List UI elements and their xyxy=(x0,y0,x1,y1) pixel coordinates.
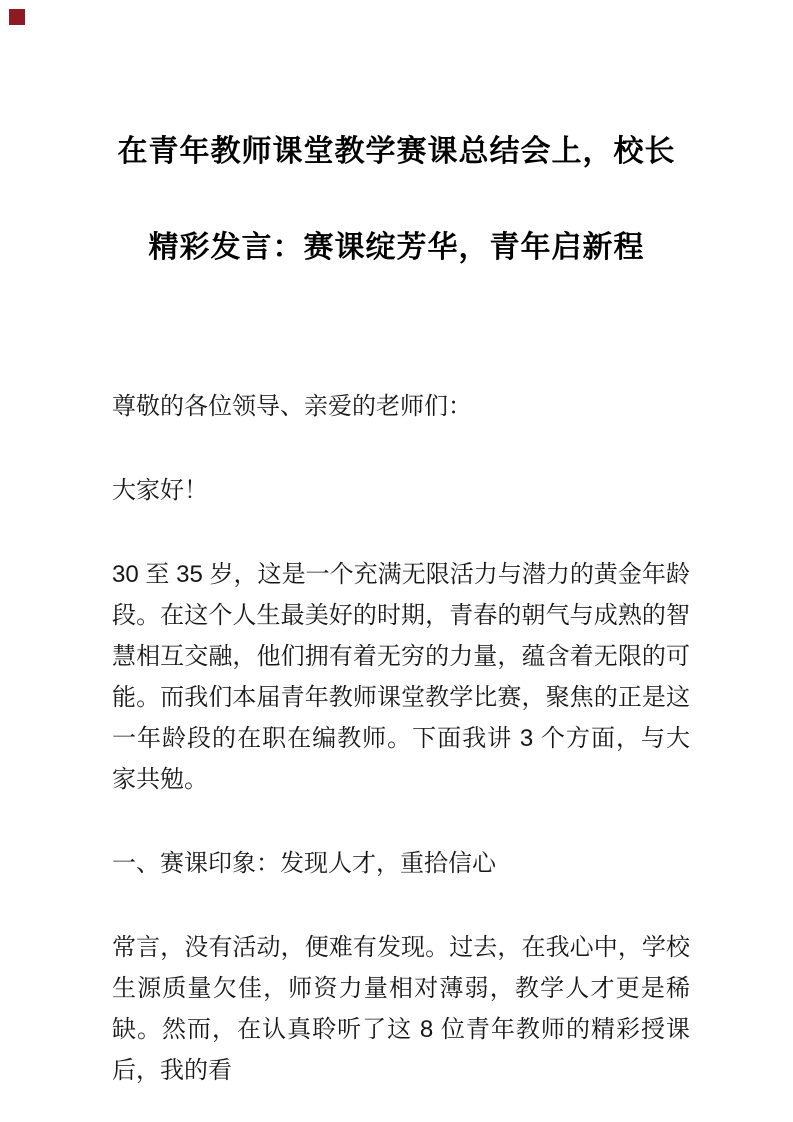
salutation-paragraph: 尊敬的各位领导、亲爱的老师们： xyxy=(112,393,472,420)
greeting-paragraph: 大家好！ xyxy=(112,477,208,504)
section-1-paragraph: 常言，没有活动，便难有发现。过去，在我心中，学校生源质量欠佳，师资力量相对薄弱，教学人才更是稀缺。然而，在认真聆听了这 8 位青年教师的精彩授课后，我的看 xyxy=(112,934,690,1084)
corner-mark xyxy=(9,9,25,25)
title-line-2: 精彩发言：赛课绽芳华，青年启新程 xyxy=(148,231,645,264)
title-line-1: 在青年教师课堂教学赛课总结会上，校长 xyxy=(117,135,676,168)
document-body xyxy=(112,386,690,1091)
section-heading-1: 一、赛课印象：发现人才，重拾信心 xyxy=(112,850,496,877)
intro-paragraph: 30 至 35 岁，这是一个充满无限活力与潜力的黄金年龄段。在这个人生最美好的时期，青春的朝气与成熟的智慧相互交融，他们拥有着无穷的力量，蕴含着无限的可能。而我们本届青年教师课堂教学比赛，聚焦的正是这一年龄段的在职在编教师。下面我讲 3 个方面，与大家共勉。 xyxy=(112,561,690,793)
document-title xyxy=(60,104,733,296)
